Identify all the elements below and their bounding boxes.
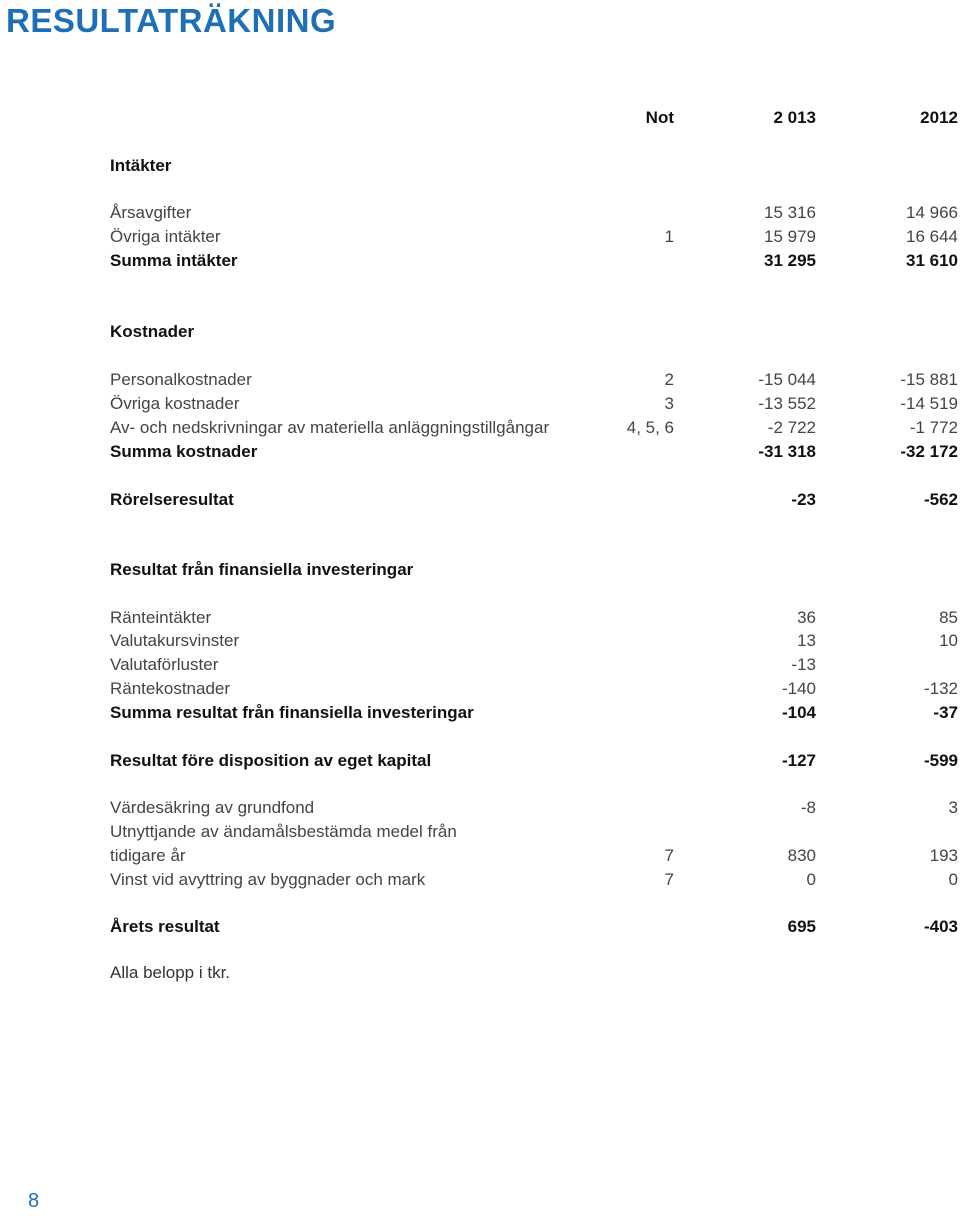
- section-heading-label: Resultat från finansiella investeringar: [110, 560, 414, 579]
- column-header-not: Not: [645, 108, 674, 127]
- row-value-2012: -32 172: [900, 442, 958, 461]
- summary-row: [0, 488, 960, 512]
- row-note: 4, 5, 6: [626, 418, 674, 437]
- row-value-2013: -13: [791, 655, 816, 674]
- table-row: [0, 868, 960, 892]
- row-label: Summa intäkter: [110, 251, 238, 270]
- section-heading-label: Kostnader: [110, 322, 195, 341]
- footnote: Alla belopp i tkr.: [110, 963, 231, 982]
- row-value-2013: 830: [787, 846, 816, 865]
- row-value-2013: -31 318: [758, 442, 816, 461]
- row-value-2013: -23: [791, 490, 816, 509]
- row-value-2012: 10: [939, 631, 958, 650]
- section-heading-label: Intäkter: [110, 156, 172, 175]
- row-label: Resultat före disposition av eget kapital: [110, 751, 432, 770]
- row-value-2012: -1 772: [909, 418, 958, 437]
- row-value-2012: 193: [929, 846, 958, 865]
- row-label: Valutakursvinster: [110, 631, 240, 650]
- row-value-2012: 3: [948, 798, 958, 817]
- row-note: 1: [664, 227, 674, 246]
- row-value-2013: -8: [800, 798, 816, 817]
- table-row: [0, 653, 960, 677]
- row-value-2013: -140: [781, 679, 816, 698]
- table-row: [0, 416, 960, 440]
- table-row: [0, 677, 960, 701]
- table-row: [0, 820, 960, 844]
- row-value-2013: 31 295: [764, 251, 816, 270]
- row-label: Övriga kostnader: [110, 394, 240, 413]
- row-value-2013: 0: [806, 870, 816, 889]
- summary-row: [0, 440, 960, 464]
- row-label: Valutaförluster: [110, 655, 219, 674]
- row-label: Värdesäkring av grundfond: [110, 798, 315, 817]
- row-value-2012: -15 881: [900, 370, 958, 389]
- row-label: Räntekostnader: [110, 679, 231, 698]
- column-header-row: [0, 106, 960, 130]
- column-header-2013: 2 013: [773, 108, 816, 127]
- row-value-2013: -2 722: [767, 418, 816, 437]
- row-value-2012: 0: [948, 870, 958, 889]
- table-row: [0, 606, 960, 630]
- row-value-2013: -127: [781, 751, 816, 770]
- row-value-2012: 14 966: [906, 203, 958, 222]
- row-label: Rörelseresultat: [110, 490, 234, 509]
- table-row: [0, 201, 960, 225]
- section-heading-finansiella: [0, 558, 960, 582]
- table-row: [0, 629, 960, 653]
- table-row: [0, 392, 960, 416]
- summary-row: [0, 249, 960, 273]
- table-row: [0, 368, 960, 392]
- section-heading-kostnader: [0, 320, 960, 344]
- row-value-2013: 15 316: [764, 203, 816, 222]
- column-header-2012: 2012: [920, 108, 958, 127]
- row-value-2012: -132: [923, 679, 958, 698]
- table-row: [0, 225, 960, 249]
- summary-row: [0, 701, 960, 725]
- row-value-2012: -599: [923, 751, 958, 770]
- row-label: Ränteintäkter: [110, 608, 212, 627]
- row-label: Av- och nedskrivningar av materiella anläggningstillgångar: [110, 418, 550, 437]
- row-value-2012: -562: [923, 490, 958, 509]
- page-title: RESULTATRÄKNING: [6, 2, 337, 39]
- summary-row: [0, 749, 960, 773]
- page-number: 8: [28, 1190, 40, 1212]
- row-note: 7: [664, 846, 674, 865]
- table-row: [0, 844, 960, 868]
- row-value-2012: 31 610: [906, 251, 958, 270]
- row-value-2013: -104: [781, 703, 816, 722]
- summary-row: [0, 915, 960, 939]
- row-value-2013: 15 979: [764, 227, 816, 246]
- row-note: 3: [664, 394, 674, 413]
- row-label: Årets resultat: [110, 917, 220, 936]
- row-value-2012: -37: [933, 703, 958, 722]
- row-label: Vinst vid avyttring av byggnader och mark: [110, 870, 426, 889]
- row-note: 7: [664, 870, 674, 889]
- row-label: Summa kostnader: [110, 442, 258, 461]
- row-value-2012: -14 519: [900, 394, 958, 413]
- row-label: Personalkostnader: [110, 370, 252, 389]
- section-heading-intakter: [0, 154, 960, 178]
- row-value-2012: 16 644: [906, 227, 958, 246]
- row-value-2012: 85: [939, 608, 958, 627]
- row-value-2013: 13: [797, 631, 816, 650]
- row-label: tidigare år: [110, 846, 186, 865]
- row-label: Övriga intäkter: [110, 227, 221, 246]
- row-label: Årsavgifter: [110, 203, 192, 222]
- row-value-2012: -403: [923, 917, 958, 936]
- row-note: 2: [664, 370, 674, 389]
- table-row: [0, 796, 960, 820]
- row-value-2013: -13 552: [758, 394, 816, 413]
- row-value-2013: 695: [787, 917, 816, 936]
- row-value-2013: -15 044: [758, 370, 816, 389]
- row-label: Utnyttjande av ändamålsbestämda medel från: [110, 822, 457, 841]
- row-value-2013: 36: [797, 608, 816, 627]
- row-label: Summa resultat från finansiella investeringar: [110, 703, 474, 722]
